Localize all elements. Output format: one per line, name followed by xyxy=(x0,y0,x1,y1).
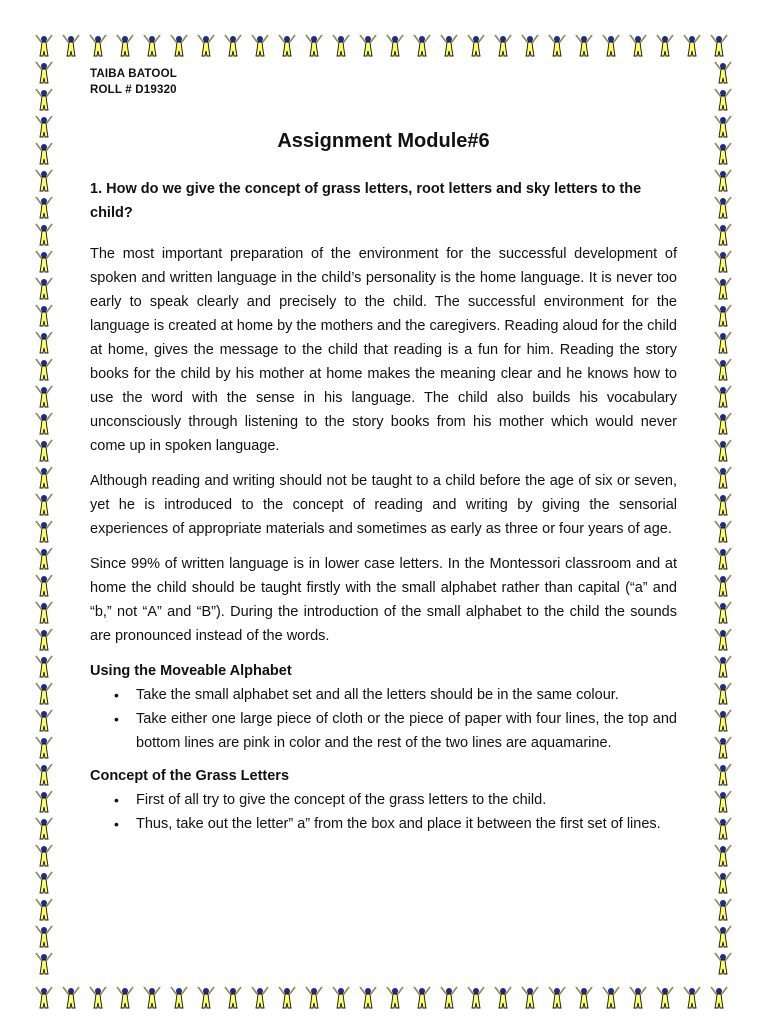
cheering-child-icon xyxy=(171,987,187,1008)
cheering-child-icon xyxy=(36,710,52,731)
cheering-child-icon xyxy=(36,332,52,353)
cheering-child-icon xyxy=(715,467,731,488)
cheering-child-icon xyxy=(36,791,52,812)
cheering-child-icon xyxy=(414,35,430,56)
cheering-child-icon xyxy=(522,987,538,1008)
cheering-child-icon xyxy=(36,35,52,56)
cheering-child-icon xyxy=(36,197,52,218)
cheering-child-icon xyxy=(468,987,484,1008)
cheering-child-icon xyxy=(90,35,106,56)
cheering-child-icon xyxy=(495,35,511,56)
cheering-child-icon xyxy=(36,440,52,461)
cheering-child-icon xyxy=(63,35,79,56)
cheering-child-icon xyxy=(225,987,241,1008)
cheering-child-icon xyxy=(36,143,52,164)
cheering-child-icon xyxy=(198,987,214,1008)
cheering-child-icon xyxy=(144,35,160,56)
cheering-child-icon xyxy=(360,987,376,1008)
grass-letters-list xyxy=(90,788,677,836)
cheering-child-icon xyxy=(36,62,52,83)
cheering-child-icon xyxy=(715,845,731,866)
list-item: • Thus, take out the letter” a” from the box and place it between the first set of lines. xyxy=(136,812,677,836)
cheering-child-icon xyxy=(387,987,403,1008)
cheering-child-icon xyxy=(36,305,52,326)
cheering-child-icon xyxy=(333,987,349,1008)
cheering-child-icon xyxy=(522,35,538,56)
cheering-child-icon xyxy=(279,987,295,1008)
cheering-child-icon xyxy=(630,987,646,1008)
bullet-icon: • xyxy=(114,792,119,808)
cheering-child-icon xyxy=(117,35,133,56)
bullet-icon: • xyxy=(114,816,119,832)
cheering-child-icon xyxy=(171,35,187,56)
cheering-child-icon xyxy=(36,413,52,434)
cheering-child-icon xyxy=(225,35,241,56)
cheering-child-icon xyxy=(715,926,731,947)
cheering-child-icon xyxy=(36,629,52,650)
cheering-child-icon xyxy=(36,548,52,569)
cheering-child-icon xyxy=(715,494,731,515)
section-heading-moveable-alphabet: Using the Moveable Alphabet xyxy=(90,663,292,679)
cheering-child-icon xyxy=(684,35,700,56)
cheering-child-icon xyxy=(36,170,52,191)
cheering-child-icon xyxy=(715,899,731,920)
list-item: • Take either one large piece of cloth or the piece of paper with four lines, the top and bottom lines are pink in color and the rest of the two lines are aquamarine. xyxy=(136,707,677,755)
cheering-child-icon xyxy=(36,467,52,488)
cheering-child-icon xyxy=(630,35,646,56)
cheering-child-icon xyxy=(711,35,727,56)
cheering-child-icon xyxy=(306,35,322,56)
cheering-child-icon xyxy=(715,791,731,812)
cheering-child-icon xyxy=(333,35,349,56)
cheering-child-icon xyxy=(715,737,731,758)
cheering-child-icon xyxy=(715,62,731,83)
list-item: • First of all try to give the concept of the grass letters to the child. xyxy=(136,788,677,812)
cheering-child-icon xyxy=(549,987,565,1008)
cheering-child-icon xyxy=(441,987,457,1008)
cheering-child-icon xyxy=(36,899,52,920)
cheering-child-icon xyxy=(36,251,52,272)
cheering-child-icon xyxy=(603,35,619,56)
cheering-child-icon xyxy=(715,197,731,218)
cheering-child-icon xyxy=(36,656,52,677)
cheering-child-icon xyxy=(715,818,731,839)
cheering-child-icon xyxy=(36,872,52,893)
cheering-child-icon xyxy=(36,737,52,758)
question-heading: 1. How do we give the concept of grass letters, root letters and sky letters to the child? xyxy=(90,181,642,221)
cheering-child-icon xyxy=(279,35,295,56)
paragraph-1: The most important preparation of the environment for the successful development of spoken and written language in the child’s personality is the home language. It is never too early to speak clearly and precisely to the child. The successful environment for the language is created at home by the mothers and the caregivers. Reading aloud for the child at home, gives the message to the child that reading is a fun for him. Reading the story books for the child by his mother at home makes the meaning clear and he knows how to use the word with the sense in his language. The child also builds his vocabulary unconsciously through listening to the story books from his mother which would never come up in spoken language. xyxy=(90,246,677,454)
cheering-child-icon xyxy=(36,845,52,866)
cheering-child-icon xyxy=(36,683,52,704)
cheering-child-icon xyxy=(36,494,52,515)
cheering-child-icon xyxy=(715,953,731,974)
cheering-child-icon xyxy=(715,602,731,623)
cheering-child-icon xyxy=(36,764,52,785)
paragraph-3: Since 99% of written language is in lower case letters. In the Montessori classroom and at home the child should be taught firstly with the small alphabet rather than capital (“a” and “b,” not “A” and “B”). During the introduction of the small alphabet to the child the sounds are pronounced instead of the words. xyxy=(90,556,677,644)
bullet-icon: • xyxy=(114,711,119,727)
cheering-child-icon xyxy=(715,548,731,569)
cheering-child-icon xyxy=(36,953,52,974)
cheering-child-icon xyxy=(36,575,52,596)
cheering-child-icon xyxy=(36,987,52,1008)
page-title: Assignment Module#6 xyxy=(277,130,490,152)
cheering-child-icon xyxy=(715,575,731,596)
document-page xyxy=(90,66,677,845)
cheering-child-icon xyxy=(468,35,484,56)
cheering-child-icon xyxy=(576,35,592,56)
moveable-alphabet-list xyxy=(90,683,677,755)
cheering-child-icon xyxy=(144,987,160,1008)
cheering-child-icon xyxy=(495,987,511,1008)
cheering-child-icon xyxy=(715,305,731,326)
cheering-child-icon xyxy=(198,35,214,56)
cheering-child-icon xyxy=(715,143,731,164)
cheering-child-icon xyxy=(36,278,52,299)
cheering-child-icon xyxy=(252,987,268,1008)
cheering-child-icon xyxy=(715,440,731,461)
cheering-child-icon xyxy=(360,35,376,56)
cheering-child-icon xyxy=(715,683,731,704)
cheering-child-icon xyxy=(711,987,727,1008)
cheering-child-icon xyxy=(387,35,403,56)
section-heading-grass-letters: Concept of the Grass Letters xyxy=(90,768,290,784)
cheering-child-icon xyxy=(36,89,52,110)
bullet-icon: • xyxy=(114,687,119,703)
cheering-child-icon xyxy=(715,251,731,272)
cheering-child-icon xyxy=(441,35,457,56)
cheering-child-icon xyxy=(36,359,52,380)
cheering-child-icon xyxy=(657,987,673,1008)
cheering-child-icon xyxy=(252,35,268,56)
cheering-child-icon xyxy=(414,987,430,1008)
cheering-child-icon xyxy=(715,359,731,380)
cheering-child-icon xyxy=(117,987,133,1008)
cheering-child-icon xyxy=(684,987,700,1008)
cheering-child-icon xyxy=(36,224,52,245)
paragraph-2: Although reading and writing should not be taught to a child before the age of six or seven, yet he is introduced to the concept of reading and writing by giving the sensorial experiences of appropriate materials and sometimes as early as three or four years of age. xyxy=(90,473,677,537)
cheering-child-icon xyxy=(603,987,619,1008)
cheering-child-icon xyxy=(306,987,322,1008)
cheering-child-icon xyxy=(715,764,731,785)
cheering-child-icon xyxy=(36,521,52,542)
roll-number: ROLL # D19320 xyxy=(90,84,177,96)
cheering-child-icon xyxy=(576,987,592,1008)
cheering-child-icon xyxy=(715,224,731,245)
list-item: • Take the small alphabet set and all the letters should be in the same colour. xyxy=(136,683,677,707)
cheering-child-icon xyxy=(715,386,731,407)
cheering-child-icon xyxy=(715,710,731,731)
cheering-child-icon xyxy=(715,170,731,191)
cheering-child-icon xyxy=(715,116,731,137)
cheering-child-icon xyxy=(36,386,52,407)
cheering-child-icon xyxy=(715,89,731,110)
cheering-child-icon xyxy=(549,35,565,56)
cheering-child-icon xyxy=(715,278,731,299)
cheering-child-icon xyxy=(90,987,106,1008)
cheering-child-icon xyxy=(715,521,731,542)
cheering-child-icon xyxy=(715,332,731,353)
cheering-child-icon xyxy=(36,926,52,947)
cheering-child-icon xyxy=(715,656,731,677)
cheering-child-icon xyxy=(63,987,79,1008)
student-name: TAIBA BATOOL xyxy=(90,68,177,80)
cheering-child-icon xyxy=(36,116,52,137)
cheering-child-icon xyxy=(715,629,731,650)
cheering-child-icon xyxy=(36,818,52,839)
cheering-child-icon xyxy=(36,602,52,623)
cheering-child-icon xyxy=(715,872,731,893)
cheering-child-icon xyxy=(657,35,673,56)
cheering-child-icon xyxy=(715,413,731,434)
